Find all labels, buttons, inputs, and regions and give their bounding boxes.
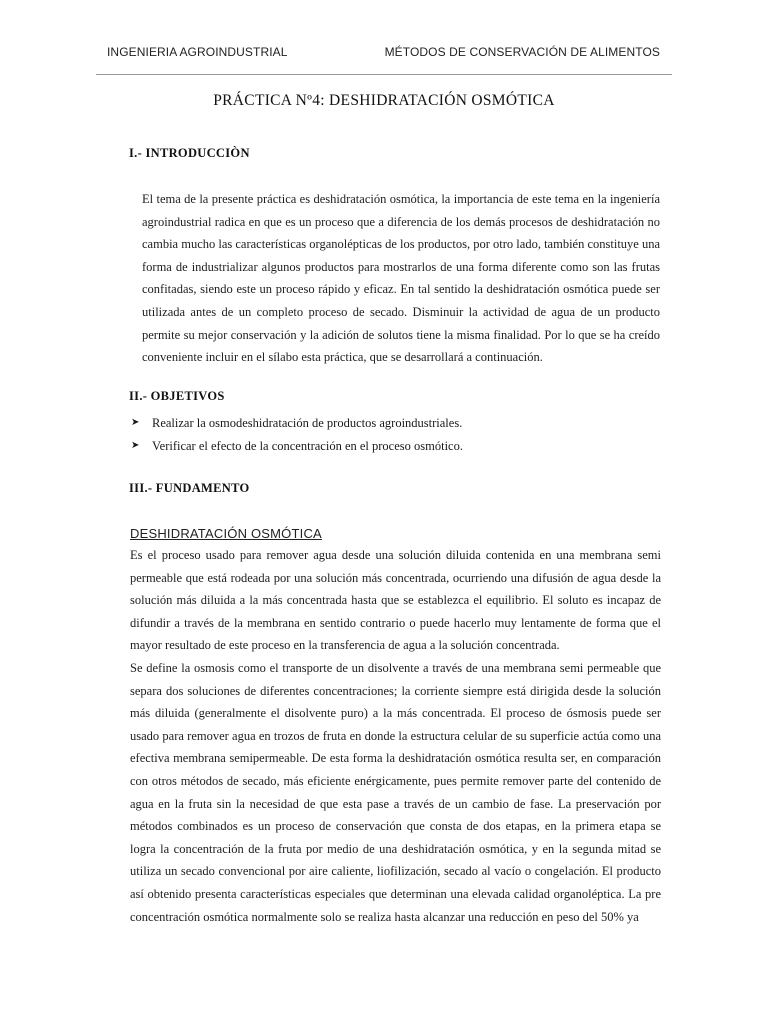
document-title: PRÁCTICA Nº4: DESHIDRATACIÓN OSMÓTICA — [213, 92, 555, 109]
fundamento-body — [130, 544, 661, 928]
osmotic-dehydration-subheading: DESHIDRATACIÓN OSMÓTICA — [130, 526, 322, 541]
header-divider — [96, 74, 672, 75]
intro-heading: I.- INTRODUCCIÒN — [129, 146, 250, 160]
intro-text: El tema de la presente práctica es deshidratación osmótica, la importancia de este tema en la ingeniería agroindustrial radica en que es un proceso que a diferencia de los demás procesos de deshidratación no cambia mucho las características organolépticas de los productos, por otro lado, también constituye una forma de industrializar algunos productos para mostrarlos de una forma diferente como son las frutas confitadas, siendo este un proceso rápido y eficaz. En tal sentido la deshidratación osmótica puede ser utilizada antes de un completo proceso de secado. Disminuir la actividad de agua de un producto permite su mejor conservación y la adición de solutos tiene la misma finalidad. Por lo que se ha creído conveniente incluir en el sílabo esta práctica, que se desarrollará a continuación. — [142, 192, 661, 365]
objective-text: Realizar la osmodeshidratación de productos agroindustriales. — [152, 416, 463, 430]
header-course: INGENIERIA AGROINDUSTRIAL — [107, 45, 288, 59]
intro-paragraph — [142, 188, 660, 369]
fundamento-paragraph-1: Es el proceso usado para remover agua desde una solución diluida contenida en una membrana semi permeable que está rodeada por una solución más concentrada, ocurriendo una difusión de agua desde la solución más diluida a la más concentrada hasta que se establezca el equilibrio. El soluto es incapaz de difundir a través de la membrana en sentido contrario o puede hacerlo muy lentamente de forma que el mayor resultado de este proceso en la transferencia de agua a la solución concentrada. — [130, 548, 661, 653]
fundamento-heading: III.- FUNDAMENTO — [129, 481, 250, 495]
list-item — [130, 412, 463, 435]
header-subject: MÉTODOS DE CONSERVACIÓN DE ALIMENTOS — [384, 45, 660, 59]
fundamento-paragraph-2: Se define la osmosis como el transporte de un disolvente a través de una membrana semi permeable que separa dos soluciones de diferentes concentraciones; la corriente siempre está dirigida desde la solución más diluida (generalmente el disolvente puro) a la más concentrada. El proceso de ósmosis puede ser usado para remover agua en trozos de fruta en donde la estructura celular de su superficie actúa como una efectiva membrana semipermeable. De esta forma la deshidratación osmótica resulta ser, en comparación con otros métodos de secado, más eficiente enérgicamente, pues permite remover parte del contenido de agua en la fruta sin la necesidad de que esta pase a través de un cambio de fase. La preservación por métodos combinados es un proceso de conservación que consta de dos etapas, en la primera etapa se logra la concentración de la fruta por medio de una deshidratación osmótica, y en la segunda mitad se utiliza un secado convencional por aire caliente, liofilización, secado al vacío o congelación. El producto así obtenido presenta características especiales que determinan una elevada calidad organoléptica. La pre concentración osmótica normalmente solo se realiza hasta alcanzar una reducción en peso del 50% ya — [130, 660, 661, 924]
list-item — [130, 435, 463, 458]
objectives-list — [130, 412, 463, 457]
arrow-bullet-icon: ➤ — [131, 417, 140, 428]
objectives-heading: II.- OBJETIVOS — [129, 389, 225, 403]
objective-text: Verificar el efecto de la concentración en el proceso osmótico. — [152, 438, 463, 453]
arrow-bullet-icon: ➤ — [131, 439, 140, 451]
page-header — [107, 45, 660, 67]
